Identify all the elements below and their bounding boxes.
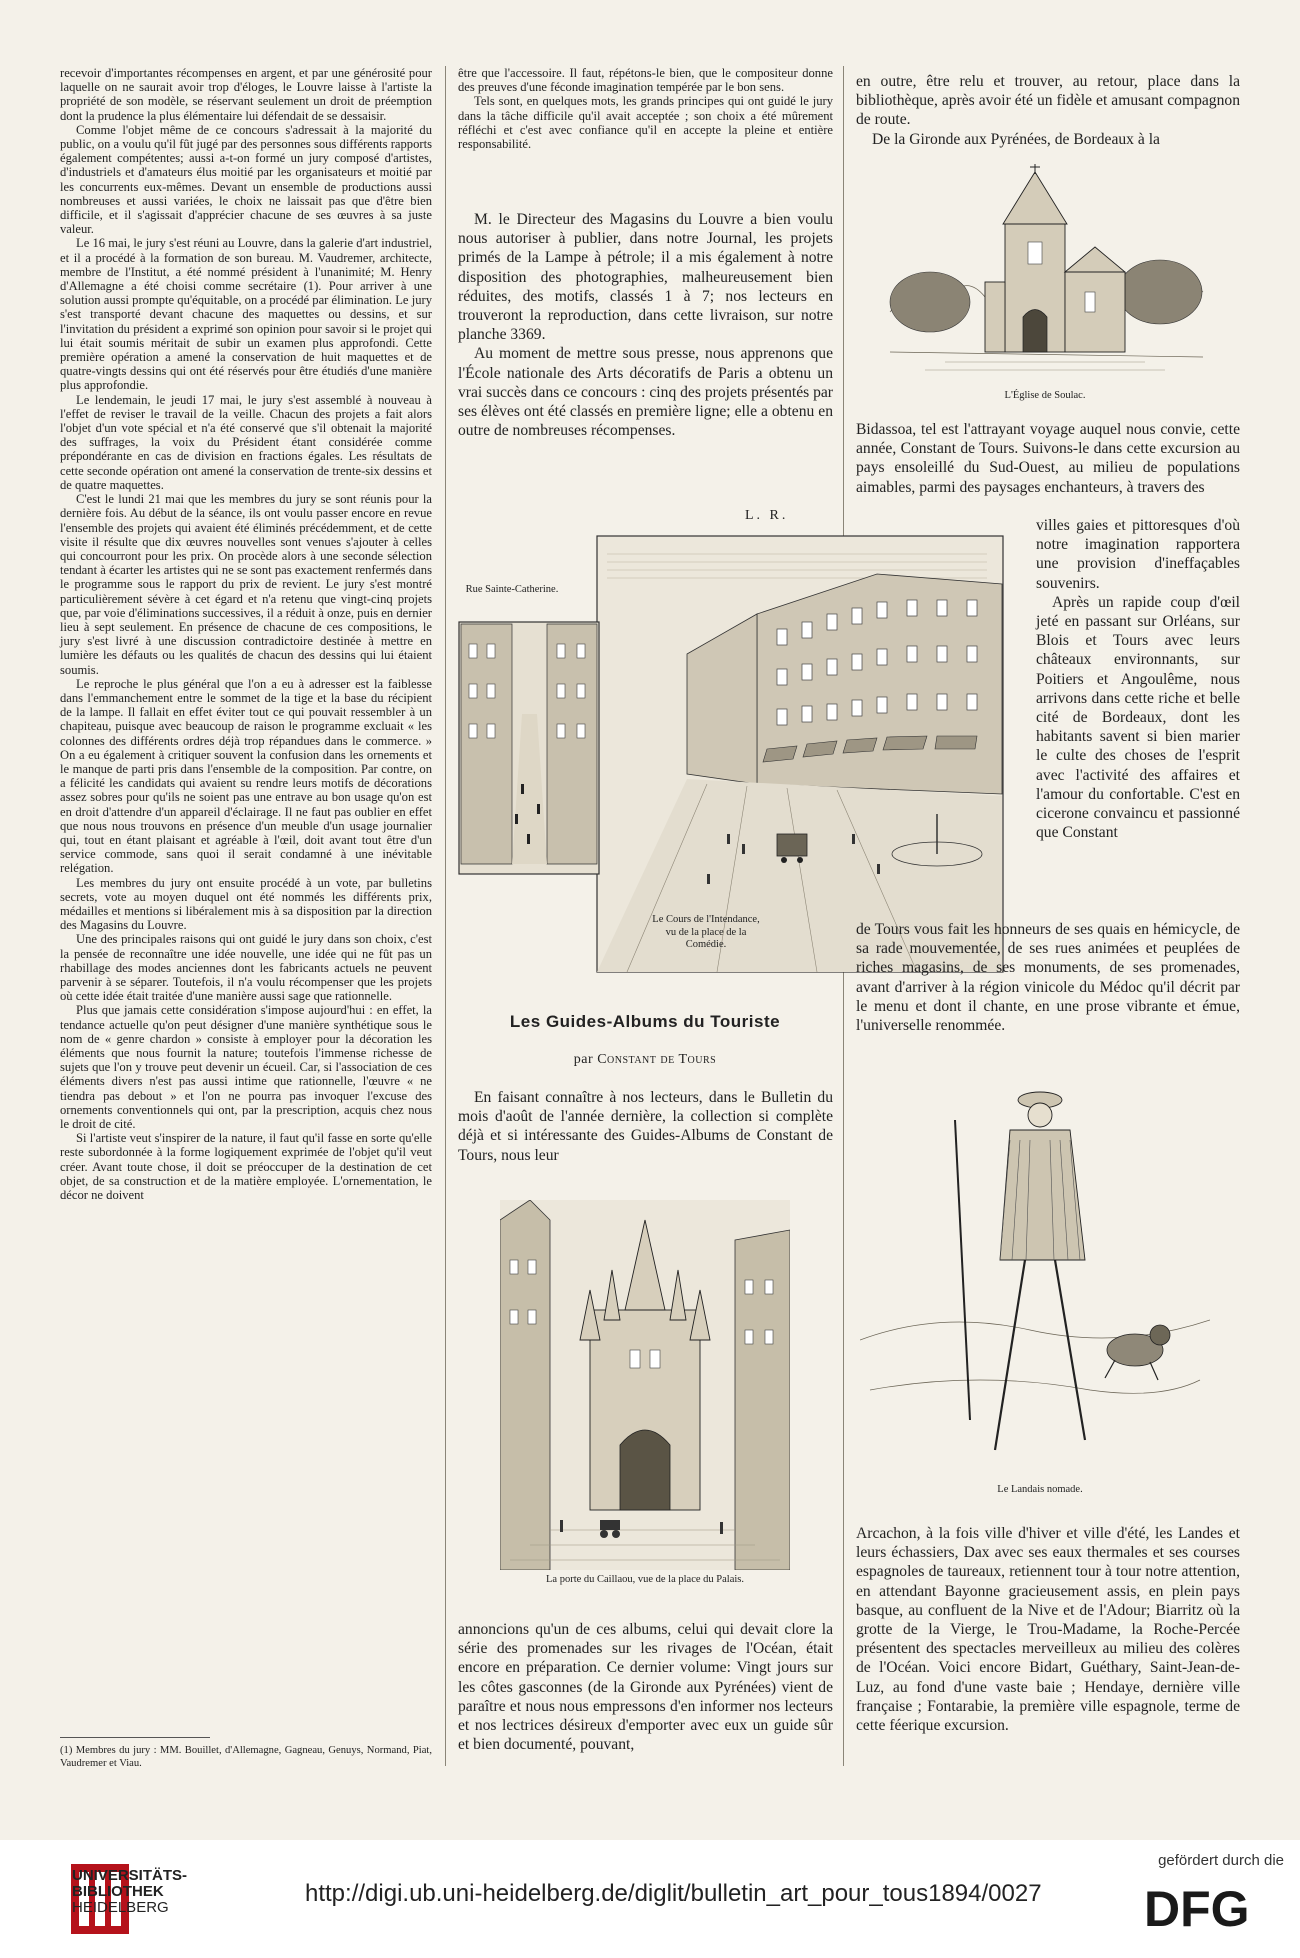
column-3-bottom-text bbox=[856, 1524, 1240, 1735]
paragraph: Après un rapide coup d'œil jeté en passant sur Orléans, sur Blois et Tours avec leurs châteaux environnants, sur Poitiers et Angoulême, nous arrivons dans cette riche et belle cité de Bordeaux, dont les habitants savent si bien marier le culte des choses de l'esprit avec l'activité des affaires et l'amour du confortable. C'est en cicerone convaincu et passionné que Constant bbox=[1036, 593, 1240, 842]
guides-intro-text bbox=[458, 1088, 833, 1165]
caption-porte: La porte du Caillaou, vue de la place du Palais. bbox=[546, 1574, 744, 1585]
column-3-after-paragraph: de Tours vous fait les honneurs de ses quais en hémicycle, de sa rade mouvementée, de ses rues animées et peuplées de riches magasins, de ses monuments, de ses promenades, avant d'arriver à la région vinicole du Médoc qu'il décrit par le menu et dont il chante, en une prose vibrante et émue, l'universelle renommée. bbox=[856, 921, 1240, 1035]
column-3-after-text bbox=[856, 920, 1240, 1035]
sponsor-label: gefördert durch die bbox=[1158, 1852, 1284, 1869]
illustration-eglise-soulac bbox=[885, 162, 1205, 382]
library-line-2: BIBLIOTHEK bbox=[72, 1883, 164, 1900]
footnote-rule bbox=[60, 1737, 210, 1738]
footnote: (1) Membres du jury : MM. Bouillet, d'Allemagne, Gagneau, Genuys, Normand, Piat, Vaudremer et Viau. bbox=[60, 1745, 432, 1769]
paragraph: Les membres du jury ont ensuite procédé à un vote, par bulletins secrets, vote au moyen duquel ont été nommés les différents prix, médailles et mentions si libéralement mis à sa disposition par la direction des Magasins du Louvre. bbox=[60, 875, 432, 933]
dfg-logo-icon bbox=[1144, 1882, 1284, 1932]
column-3-narrow-text bbox=[1036, 516, 1240, 842]
gate-engraving bbox=[500, 1200, 790, 1570]
illustration-landais bbox=[860, 1060, 1210, 1480]
paragraph: Une des principales raisons qui ont guidé le jury dans son choix, c'est la pensée de reconnaître une idée nouvelle, une idée qui ne fût pas un rhabillage des modes anciennes dont les fabricants actuels ne peuvent parvenir à se séparer. Toutefois, il n'a voulu récompenser que les projets où cette idée était traitée d'une manière aussi sage que rationnelle. bbox=[60, 932, 432, 1004]
column-3-mid-paragraph: Bidassoa, tel est l'attrayant voyage auquel nous convie, cette année, Constant de Tours. Suivons-le dans cette excursion au pays ensoleillé du Sud-Ouest, au milieu de populations aimables, parmi des paysages enchanteurs, à travers des bbox=[856, 421, 1240, 496]
paragraph: Tels sont, en quelques mots, les grands principes qui ont guidé le jury dans la tâche difficile qu'il avait acceptée ; son choix a été mûrement réfléchi et c'est avec confiance qu'il en accepte la pleine et entière responsabilité. bbox=[458, 94, 833, 152]
illustration-porte-caillaou bbox=[500, 1200, 790, 1570]
caption-rue: Rue Sainte-Catherine. bbox=[465, 584, 559, 595]
paragraph: M. le Directeur des Magasins du Louvre a bien voulu nous autoriser à publier, dans notre Journal, les projets primés de la Lampe à pétrole; il a mis également à notre disposition des photographies, malheureusement bien réduites, des motifs, classés 1 à 7; nos lecteurs en trouveront la reproduction, dans cette livraison, sur notre planche 3369. bbox=[458, 211, 833, 344]
guides-continuation-text bbox=[458, 1620, 833, 1754]
paragraph: De la Gironde aux Pyrénées, de Bordeaux à la bbox=[872, 130, 1160, 148]
paragraph: Le lendemain, le jeudi 17 mai, le jury s'est assemblé à nouveau à l'effet de reviser le travail de la veille. Chacun des projets a fait alors l'objet d'un vote spécial et n'a été conservé que s'il obtenait la majorité des suffrages, la voix du Président étant considérée comme prépondérante en cas de division en fractions égales. Les résultats de cette seconde opération ont amené la conservation de trente-six dessins et de quatre maquettes. bbox=[60, 392, 432, 492]
signature: L. R. bbox=[745, 508, 789, 523]
paragraph: être que l'accessoire. Il faut, répétons-le bien, que le compositeur donne des preuves d'une féconde imagination tempérée par le bon sens. bbox=[458, 66, 833, 95]
column-3-bottom-paragraph: Arcachon, à la fois ville d'hiver et ville d'été, les Landes et leurs échassiers, Dax avec ses eaux thermales et ses courses espagnoles de taureaux, retiennent tour à tour notre attention, en attendant Bayonne gracieusement assis, en plein pays basque, au confluent de la Nive et de l'Adour; Biarritz où la grotte de la Vierge, le Trou-Madame, la Roche-Percée présentent des spectacles merveilleux au milieu des colères de l'Océan. Voici encore Bidart, Guéthary, Saint-Jean-de-Luz, au fond d'une vaste baie ; Hendaye, dernière ville française ; Fontarabie, la première ville espagnole, terme de cette féerique excursion. bbox=[856, 1525, 1240, 1735]
caption-church: L'Église de Soulac. bbox=[1004, 390, 1086, 401]
illustration-bordeaux-streets bbox=[457, 534, 1007, 974]
paragraph: en outre, être relu et trouver, au retour, place dans la bibliothèque, après avoir été un fidèle et amusant compagnon de route. bbox=[856, 73, 1240, 129]
paragraph: Le 16 mai, le jury s'est réuni au Louvre, dans la galerie d'art industriel, et il a procédé à la formation de son bureau. M. Vaudremer, architecte, membre de l'Institut, a été nommé président à l'unanimité; M. Henry d'Allemagne a été choisi comme secrétaire (1). Pour arriver à une solution aussi prompte qu'équitable, on a procédé par élimination. Le jury s'est transporté devant chacune des maquettes ou dessins, et sur l'invitation du président a exprimé son opinion pour savoir si le projet qui lui était soumis méritait de subir un examen plus approfondi. Cette première opération a amené la conservation de huit maquettes et de quatre-vingts dessins qui ont été réservés pour être étudiés d'une manière plus approfondie. bbox=[60, 236, 432, 393]
byline-par: par bbox=[573, 1052, 594, 1067]
landais-engraving bbox=[860, 1060, 1210, 1480]
column-2-mid-text bbox=[458, 210, 833, 440]
footer-bar bbox=[0, 1840, 1300, 1958]
paragraph: recevoir d'importantes récompenses en argent, et par une générosité pour laquelle on ne saurait avoir trop d'éloges, le Louvre laisse à l'artiste la propriété de son modèle, se réservant seulement un droit de préemption dont la prudence la plus élémentaire lui défendait de se dessaisir. bbox=[60, 66, 432, 123]
caption-landais: Le Landais nomade. bbox=[997, 1484, 1083, 1495]
caption-cours: Le Cours de l'Intendance, vu de la place de la Comédie. bbox=[652, 914, 760, 950]
paragraph: villes gaies et pittoresques d'où notre imagination rapportera une provision d'ineffaçables souvenirs. bbox=[1036, 517, 1240, 592]
column-2-top-text bbox=[458, 66, 833, 151]
column-3-mid-text bbox=[856, 420, 1240, 497]
byline-author: Constant de Tours bbox=[597, 1052, 717, 1067]
street-engraving bbox=[457, 534, 1007, 974]
paragraph: C'est le lundi 21 mai que les membres du jury se sont réunis pour la dernière fois. Au début de la séance, ils ont voulu passer encore en revue l'ensemble des projets qui avaient été éliminés précédemment, et de cette visite il résulte que dix œuvres nouvelles sont venues s'ajouter à celles qui concourront pour les prix. On procède alors à une seconde sélection tendant à écarter les artistes qui ne se sont pas exactement renfermés dans le programme sous le rapport du prix de revient. Le jury s'est montré particulièrement sévère à cet égard et n'a retenu que vingt-cinq projets que, par voie d'éliminations successives, il a réduit à onze, puis en dernier lieu à sept seulement. En présence de chacune de ces compositions, le jury s'est livré à une discussion contradictoire destinée à mettre en lumière les défauts ou les qualités de chacun des dessins qui lui étaient soumis. bbox=[60, 492, 432, 677]
dfg-logo bbox=[1144, 1882, 1284, 1937]
column-rule-left bbox=[445, 66, 446, 1766]
guides-continuation-paragraph: annoncions qu'un de ces albums, celui qui devait clore la série des promenades sur les rivages de l'Océan, était encore en préparation. Ce dernier volume: Vingt jours sur les côtes gasconnes (de la Gironde aux Pyrénées) vient de paraître et nous nous empressons d'en informer nos lecteurs et nos lectrices désireux d'emporter avec eux un guide sûr et bien documenté, pouvant, bbox=[458, 1621, 833, 1754]
paragraph: Le reproche le plus général que l'on a eu à adresser est la faiblesse dans l'emmanchement entre le sommet de la tige et la base du récipient de la lampe. Il fallait en effet éviter tout ce qui pouvait ressembler à un chapiteau, puisque avec beaucoup de raison le programme excluait « les colonnes des différents ordres déjà trop répandues dans le commerce. » On a eu également à critiquer souvent la confusion dans les ornements et le manque de parti pris dans l'ensemble de la composition. Par contre, on a félicité les candidats qui avaient su rendre leurs motifs de décorations assez sobres pour qu'ils ne soient pas une entrave au bon usage qu'on est en droit d'attendre d'un appareil d'éclairage. Il ne faut pas oublier en effet que nous nous trouvons en présence d'un meuble d'un usage journalier qui, tout en étant plaisant et agréable à l'œil, doit avant tout être d'un service commode, sans quoi il serait condamné à une inévitable relégation. bbox=[60, 676, 432, 876]
section-title-guides: Les Guides-Albums du Touriste bbox=[509, 1012, 781, 1031]
church-engraving bbox=[885, 162, 1205, 382]
guides-intro-paragraph: En faisant connaître à nos lecteurs, dans le Bulletin du mois d'août de l'année dernière, la collection si complète déjà et si intéressante des Guides-Albums de Constant de Tours, nous leur bbox=[458, 1089, 833, 1164]
column-1-text bbox=[60, 66, 432, 1202]
paragraph: Comme l'objet même de ce concours s'adressait à la majorité du public, on a voulu qu'il fût jugé par des personnes sous différents rapports également compétentes; aussi a-t-on formé un jury composé d'artistes, d'industriels et d'amateurs élus moitié par les organisateurs et moitié par les concurrents eux-mêmes. Devant un ensemble de productions aussi nombreuses et aussi variées, le choix ne laissait pas que d'être bien difficile, et il s'agissait d'apprécier chacune de ses œuvres à sa juste valeur. bbox=[60, 122, 432, 237]
document-url-link[interactable]: http://digi.ub.uni-heidelberg.de/diglit/bulletin_art_pour_tous1894/0027 bbox=[305, 1880, 1042, 1907]
library-line-1: UNIVERSITÄTS- bbox=[72, 1867, 188, 1884]
paragraph: Si l'artiste veut s'inspirer de la nature, il faut qu'il fasse en sorte qu'elle reste subordonnée à la forme logiquement exprimée de l'objet qu'il veut créer. Avant toute chose, il doit se préoccuper de la destination de cet objet, de sa construction et de la matière employée. L'ornementation, le décor ne doivent bbox=[60, 1131, 432, 1203]
dfg-logo-text: DFG bbox=[1144, 1882, 1250, 1932]
column-3-top-text bbox=[856, 72, 1240, 149]
library-line-3: HEIDELBERG bbox=[72, 1899, 169, 1916]
byline bbox=[456, 1052, 834, 1068]
paragraph: Plus que jamais cette considération s'impose aujourd'hui : en effet, la tendance actuelle qu'on peut désigner d'une manière synthétique sous le nom de « genre chardon » consiste à employer pour la décoration les éléments que nous fournit la nature; toutefois l'immense richesse de sujets que l'on y trouve peut devenir un écueil. Car, si l'association de ces éléments divers n'est pas aussi intime que rationnelle, l'œuvre « ne tiendra pas debout » et l'on ne pourra pas invoquer l'excuse des ornements conventionnels qui ont, par la prescription, acquis chez nous le droit de cité. bbox=[60, 1003, 432, 1132]
library-name bbox=[72, 1868, 187, 1916]
paragraph: Au moment de mettre sous presse, nous apprenons que l'École nationale des Arts décoratifs de Paris a obtenu un vrai succès dans ce concours : cinq des projets présentés par ses élèves ont été classés en première ligne; elle a obtenu en outre de nombreuses récompenses. bbox=[458, 345, 833, 440]
